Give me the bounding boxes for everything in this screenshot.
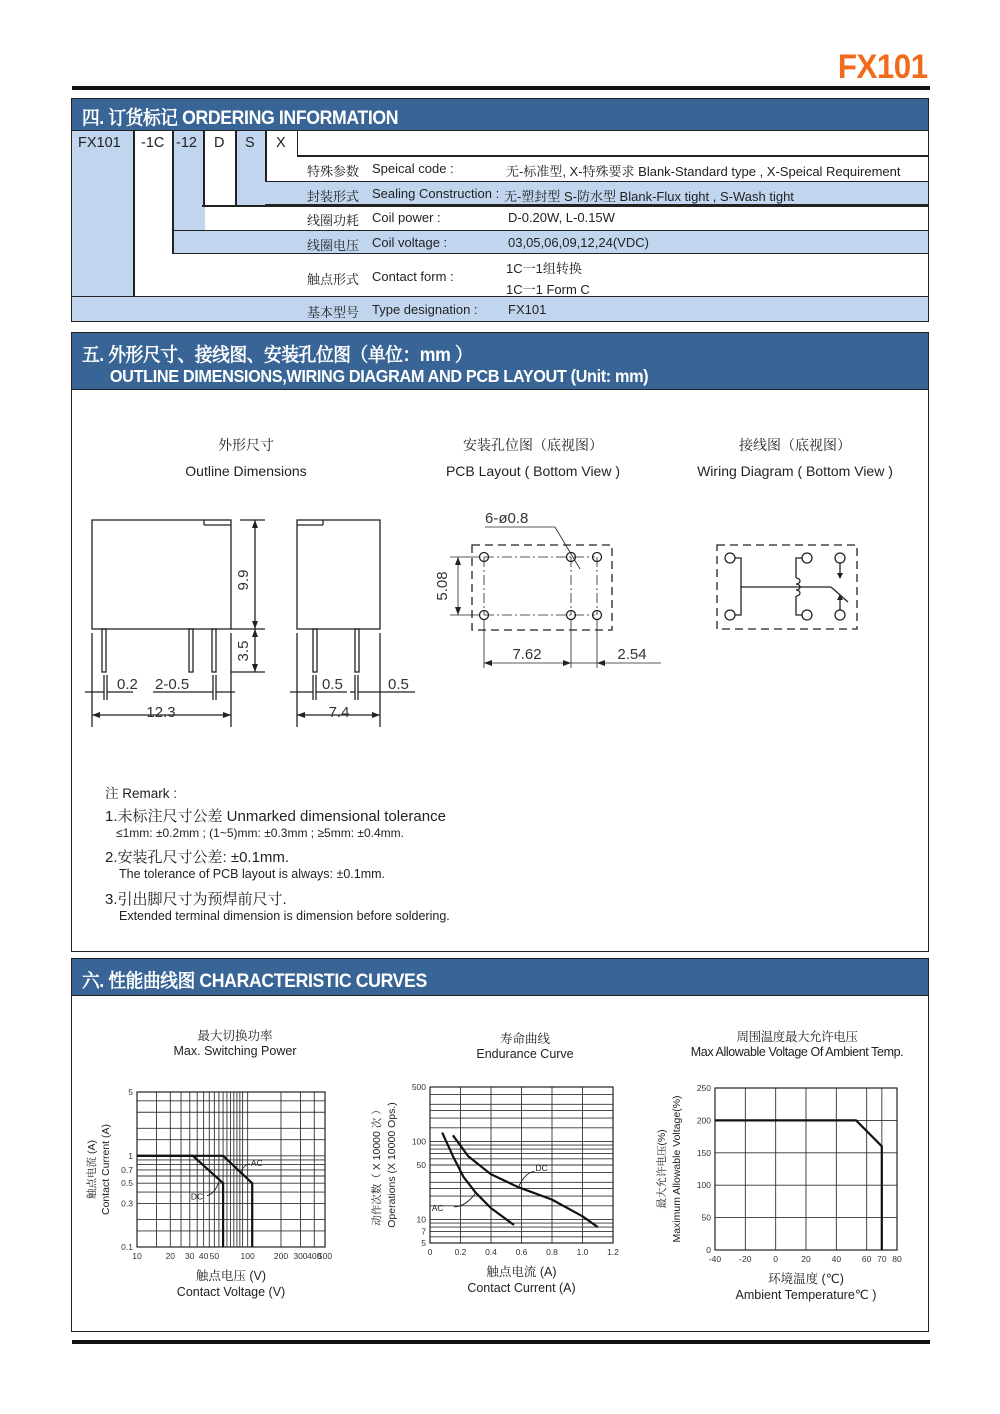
x-tick-label: 20: [801, 1254, 811, 1264]
remark-3-en: Extended terminal dimension is dimension before soldering.: [119, 909, 450, 923]
dim-pitch1: 7.62: [512, 646, 542, 663]
x-tick-label: 0.2: [454, 1247, 467, 1257]
caption-outline: 外形尺寸 Outline Dimensions: [185, 437, 307, 479]
remark-1-cn: 1.未标注尺寸公差 Unmarked dimensional tolerance: [105, 808, 446, 825]
x-tick-label: -40: [708, 1254, 722, 1264]
y-tick-label: 0: [706, 1245, 711, 1255]
ordering-section: 四. 订货标记 ORDERING INFORMATION FX101 -1C -12 D S X 特殊参数 Speical code : 无-标准型, X-特殊要求 Blank-Standard type , X-Speical Requirement 封装形式 Sealing Construction : 无-塑封型 S-防水型 Blank-Flux tight , S-Wash tight 线圈功耗 Coil power : D-0.20W, L-0.15W 线圈电压 Coil voltage : 03,05,06,09,12,24(VDC) 触点形式 Contact form : 1C一1组转换 1C一1 Form C 基本型号 Type designation : FX101: [71, 98, 929, 322]
remark-3-cn: 3.引出脚尺寸为预焊前尺寸.: [105, 891, 287, 908]
x-axis-label: Contact Current (A): [467, 1281, 576, 1295]
chart3-title: 周围温度最大允许电压 Max Allowable Voltage Of Ambient Temp.: [690, 1030, 904, 1059]
x-tick-label: 100: [240, 1251, 255, 1261]
curves-title: 六. 性能曲线图 CHARACTERISTIC CURVES: [82, 971, 427, 992]
dim-pitch2: 2.54: [617, 646, 647, 663]
y-tick-label: 0.5: [121, 1178, 133, 1189]
dim-holes: 6-ø0.8: [485, 510, 529, 527]
dim-length: 12.3: [146, 704, 176, 721]
row-bg-type: [72, 296, 928, 321]
chart-endurance-curve: [365, 1080, 630, 1315]
y-tick-label: 100: [696, 1180, 711, 1191]
caption-wiring: 接线图（底视图） Wiring Diagram ( Bottom View ): [697, 437, 893, 479]
dim-pin-length: 3.5: [235, 640, 252, 662]
y-tick-label: 100: [411, 1136, 426, 1147]
code-special: X: [276, 135, 286, 151]
pcb-layout-drawing: [425, 505, 675, 675]
x-tick-label: 40: [198, 1251, 209, 1261]
side-view-body: [297, 520, 380, 629]
front-view-body: [92, 520, 231, 629]
dim-side-pin2: 0.5: [388, 676, 409, 693]
x-tick-label: 1.2: [607, 1247, 619, 1257]
outline-title-en: OUTLINE DIMENSIONS,WIRING DIAGRAM AND PCB LAYOUT (Unit: mm): [109, 366, 649, 386]
y-tick-label: 0.3: [121, 1198, 133, 1209]
x-tick-label: 500: [317, 1251, 333, 1261]
x-axis-label-cn: 环境温度 (℃): [768, 1272, 844, 1286]
pcb-outline: [472, 545, 612, 630]
y-tick-label: 5: [128, 1087, 133, 1097]
y-axis-label-cn: 动作次数（ X 10000 次 ）: [371, 1104, 383, 1226]
dim-width: 7.4: [328, 704, 350, 721]
dim-side-pin1: 0.5: [322, 676, 343, 693]
dc-leader: [518, 1171, 534, 1187]
x-tick-label: 70: [877, 1254, 887, 1264]
x-axis-label-cn: 触点电流 (A): [486, 1265, 557, 1279]
front-pin: [189, 629, 193, 672]
x-tick-label: -20: [739, 1254, 752, 1264]
bottom-rule: [72, 1340, 930, 1344]
x-axis-label-cn: 触点电压 (V): [195, 1269, 267, 1283]
terminal-common: [725, 553, 735, 563]
remark-2-cn: 2.安装孔尺寸公差: ±0.1mm.: [105, 849, 290, 866]
y-tick-label: 50: [416, 1160, 426, 1170]
dim-pin-width: 2-0.5: [155, 676, 190, 693]
y-tick-label: 7: [421, 1226, 426, 1237]
dim-pin-gap: 0.2: [117, 676, 138, 693]
code-sealing: S: [245, 135, 255, 151]
terminal-common: [725, 610, 735, 620]
x-tick-label: 40: [831, 1254, 842, 1264]
y-tick-label: 0.1: [121, 1242, 133, 1252]
outline-header: [72, 333, 928, 390]
chart-ambient-temp: [656, 1080, 920, 1315]
y-tick-label: 0.7: [121, 1164, 133, 1175]
y-tick-label: 50: [701, 1212, 711, 1223]
wiring-diagram: [710, 540, 865, 635]
front-pin: [102, 629, 106, 672]
x-tick-label: 0.8: [546, 1247, 558, 1257]
y-tick-label: 150: [696, 1147, 711, 1158]
code-power: D: [214, 135, 225, 151]
code-bg-fx101: [72, 131, 134, 321]
code-voltage: -12: [176, 135, 197, 151]
side-pin: [355, 629, 359, 672]
y-axis-label-cn: 最大允许电压(%): [656, 1129, 668, 1209]
x-tick-label: 50: [209, 1251, 220, 1261]
x-tick-label: 10: [132, 1251, 142, 1261]
chart1-title: 最大切换功率 Max. Switching Power: [173, 1029, 297, 1058]
remark-1-en: ≤1mm: ±0.2mm ; (1~5)mm: ±0.3mm ; ≥5mm: ±0.4mm.: [116, 826, 404, 840]
y-tick-label: 10: [416, 1214, 426, 1225]
ordering-title: 四. 订货标记 ORDERING INFORMATION: [82, 108, 399, 129]
front-pin: [212, 629, 216, 672]
outline-title-cn: 五. 外形尺寸、接线图、安装孔位图（单位：mm ）: [82, 345, 473, 366]
y-axis-label: Operations (X 10000 Ops.): [386, 1102, 398, 1228]
dc-leader: [207, 1182, 219, 1196]
x-tick-label: 0.4: [485, 1247, 497, 1257]
x-axis-label: Contact Voltage (V): [176, 1285, 286, 1299]
terminal-no: [835, 610, 845, 620]
y-tick-label: 250: [696, 1083, 711, 1093]
dim-row-spacing: 5.08: [434, 571, 451, 601]
x-tick-label: 400: [307, 1251, 322, 1261]
product-model-title: FX101: [838, 48, 928, 86]
ac-label: AC: [431, 1202, 444, 1213]
x-tick-label: 20: [165, 1251, 176, 1261]
dim-height: 9.9: [235, 569, 252, 591]
chart2-title: 寿命曲线 Endurance Curve: [476, 1032, 574, 1061]
x-tick-label: 30: [185, 1251, 195, 1261]
y-tick-label: 1: [128, 1150, 133, 1161]
top-rule: [72, 86, 930, 90]
x-tick-label: 200: [273, 1251, 289, 1261]
y-axis-label-cn: 触点电流 (A): [86, 1140, 98, 1199]
x-tick-label: 0: [427, 1247, 433, 1257]
caption-pcb: 安装孔位图（底视图） PCB Layout ( Bottom View ): [445, 437, 621, 479]
y-tick-label: 5: [421, 1238, 426, 1248]
curves-header: [72, 959, 928, 996]
x-tick-label: 300: [293, 1251, 308, 1261]
y-axis-label: Contact Current (A): [100, 1123, 112, 1216]
remark-heading: 注 Remark :: [105, 786, 178, 801]
ordering-header: [72, 99, 928, 131]
x-tick-label: 80: [892, 1254, 902, 1264]
remark-2-en: The tolerance of PCB layout is always: ±0.1mm.: [119, 867, 385, 881]
chart-max-switching-power: [85, 1085, 340, 1315]
dc-label: DC: [190, 1191, 204, 1202]
terminal-nc: [835, 553, 845, 563]
x-axis-label: Ambient Temperature℃ ): [735, 1288, 877, 1302]
x-tick-label: 1.0: [576, 1247, 589, 1257]
code-base: FX101: [78, 135, 121, 151]
y-tick-label: 500: [411, 1082, 426, 1092]
ac-label: AC: [250, 1158, 263, 1169]
terminal-coil: [802, 610, 812, 620]
x-tick-label: 0: [773, 1254, 779, 1264]
outline-drawing: [85, 505, 425, 735]
code-contact: -1C: [141, 135, 165, 151]
side-pin: [313, 629, 317, 672]
x-tick-label: 0.6: [515, 1247, 528, 1257]
y-tick-label: 200: [696, 1115, 711, 1126]
dc-label: DC: [535, 1163, 548, 1174]
x-code-box: [297, 131, 928, 156]
ac-leader: [454, 1193, 476, 1207]
y-axis-label: Maximum Allowable Voltage(%): [671, 1095, 683, 1243]
series-line-ac: [442, 1133, 514, 1225]
x-tick-label: 60: [861, 1254, 872, 1264]
terminal-coil: [802, 553, 812, 563]
